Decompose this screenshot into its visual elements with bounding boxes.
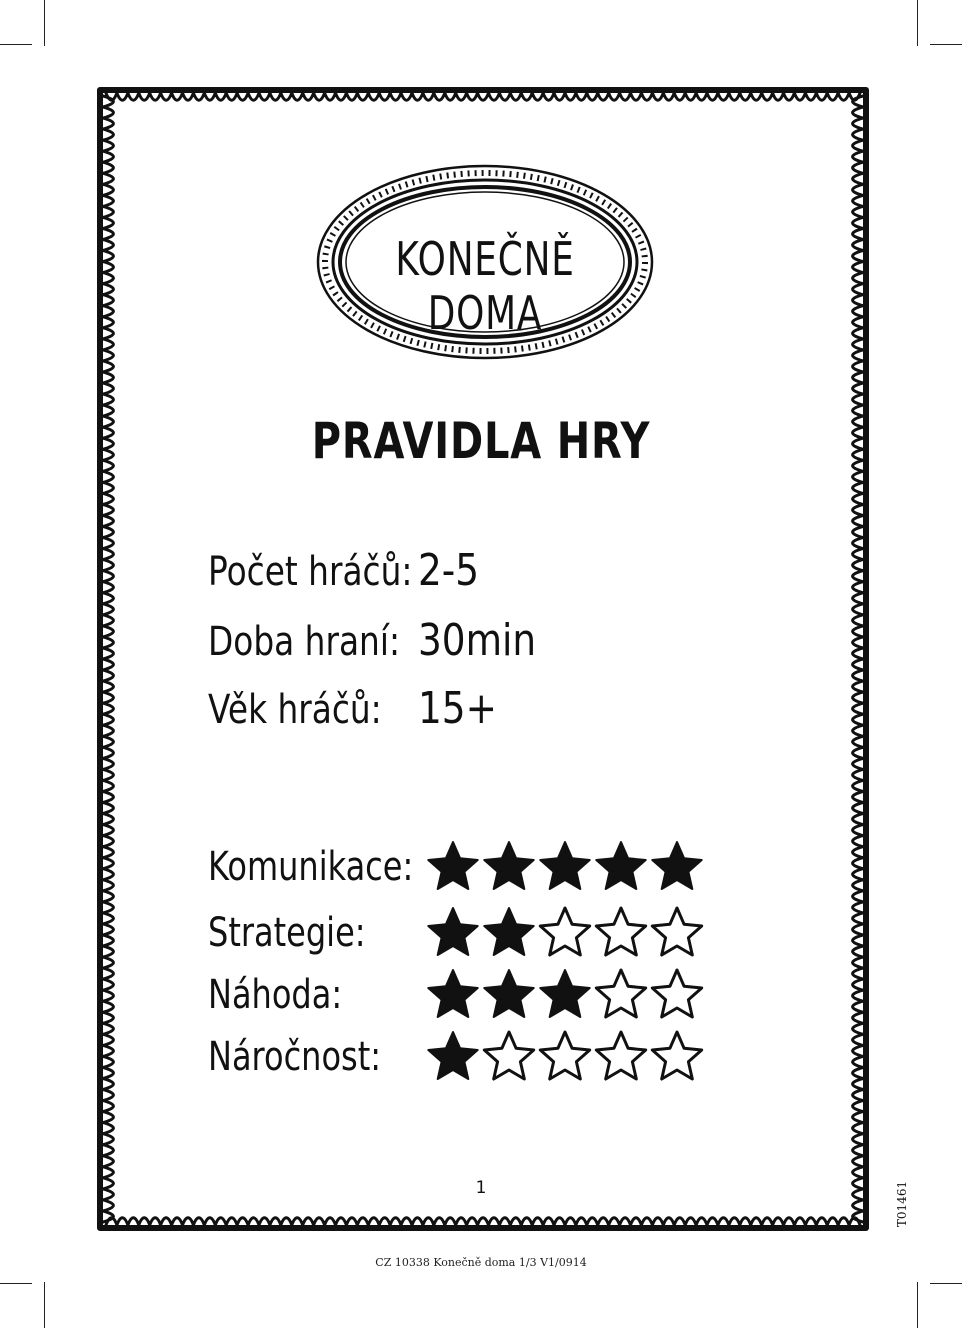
star-empty-icon <box>596 970 645 1017</box>
rating-label: Náhoda: <box>208 972 343 1018</box>
info-label: Věk hráčů: <box>208 687 382 733</box>
info-label: Doba hraní: <box>208 619 400 665</box>
star-filled-icon <box>428 842 477 889</box>
rating-stars <box>426 1026 706 1086</box>
rating-stars <box>426 836 706 896</box>
star-empty-icon <box>484 1032 533 1079</box>
frame-scallops-top <box>106 93 860 100</box>
product-code: T01461 <box>895 1180 909 1228</box>
rating-label: Komunikace: <box>208 844 414 890</box>
star-filled-icon <box>428 970 477 1017</box>
star-empty-icon <box>652 1032 701 1079</box>
star-filled-icon <box>540 970 589 1017</box>
star-filled-icon <box>540 842 589 889</box>
print-footer: CZ 10338 Konečně doma 1/3 V1/0914 <box>375 1256 587 1269</box>
star-filled-icon <box>428 908 477 955</box>
info-value: 15+ <box>418 683 497 734</box>
star-filled-icon <box>484 908 533 955</box>
logo-text: KONEČNĚ DOMA <box>395 232 575 340</box>
info-row-players <box>208 545 490 605</box>
star-filled-icon <box>484 842 533 889</box>
rating-label: Strategie: <box>208 910 366 956</box>
star-empty-icon <box>596 1032 645 1079</box>
game-logo <box>310 160 660 365</box>
page-number: 1 <box>475 1178 487 1198</box>
star-empty-icon <box>596 908 645 955</box>
star-empty-icon <box>652 908 701 955</box>
star-filled-icon <box>596 842 645 889</box>
frame-scallops-right <box>853 96 863 1222</box>
rating-stars <box>426 964 706 1024</box>
star-filled-icon <box>484 970 533 1017</box>
star-empty-icon <box>540 908 589 955</box>
star-empty-icon <box>652 970 701 1017</box>
info-value: 30min <box>418 615 537 666</box>
star-empty-icon <box>540 1032 589 1079</box>
info-value: 2-5 <box>418 545 480 596</box>
rating-label: Náročnost: <box>208 1034 382 1080</box>
info-row-duration <box>208 615 557 675</box>
star-filled-icon <box>652 842 701 889</box>
info-label: Počet hráčů: <box>208 549 413 595</box>
info-row-age <box>208 683 511 743</box>
star-filled-icon <box>428 1032 477 1079</box>
rating-stars <box>426 902 706 962</box>
frame-scallops-bottom <box>106 1218 860 1225</box>
page-title: PRAVIDLA HRY <box>311 412 651 470</box>
frame-scallops-left <box>103 96 113 1222</box>
